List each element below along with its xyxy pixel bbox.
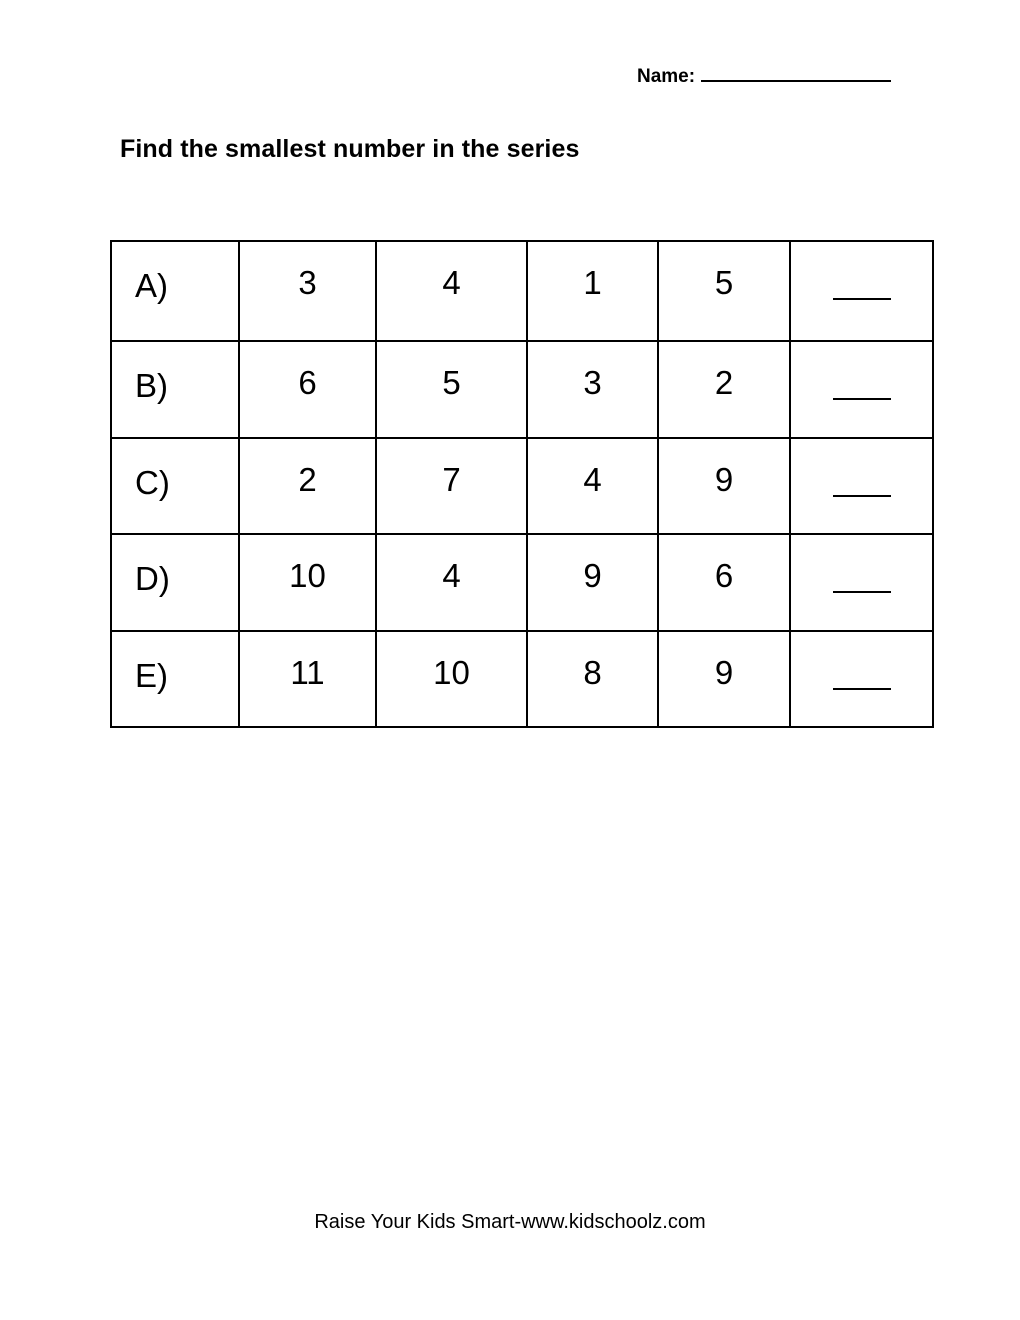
number-cell: 4 <box>527 438 658 534</box>
number-cell: 9 <box>658 631 790 727</box>
table-row <box>111 438 933 534</box>
number-cell: 8 <box>527 631 658 727</box>
number-cell: 5 <box>376 341 527 438</box>
number-cell: 6 <box>658 534 790 631</box>
worksheet-title: Find the smallest number in the series <box>120 135 580 163</box>
name-label: Name: <box>637 66 696 87</box>
table-row <box>111 341 933 438</box>
row-label: B) <box>111 341 239 438</box>
number-cell: 3 <box>239 241 376 341</box>
number-cell: 4 <box>376 241 527 341</box>
number-cell: 1 <box>527 241 658 341</box>
number-series-table <box>110 240 934 728</box>
row-label: E) <box>111 631 239 727</box>
answer-cell[interactable] <box>790 341 933 438</box>
answer-cell[interactable] <box>790 438 933 534</box>
answer-cell[interactable] <box>790 534 933 631</box>
answer-blank-line[interactable] <box>833 688 891 690</box>
answer-blank-line[interactable] <box>833 591 891 593</box>
row-label: C) <box>111 438 239 534</box>
number-cell: 6 <box>239 341 376 438</box>
table-row <box>111 534 933 631</box>
row-label: A) <box>111 241 239 341</box>
number-cell: 4 <box>376 534 527 631</box>
table-row <box>111 631 933 727</box>
number-cell: 2 <box>658 341 790 438</box>
footer-credit: Raise Your Kids Smart-www.kidschoolz.com <box>314 1211 706 1233</box>
number-cell: 10 <box>239 534 376 631</box>
number-cell: 2 <box>239 438 376 534</box>
number-cell: 7 <box>376 438 527 534</box>
answer-cell[interactable] <box>790 631 933 727</box>
number-cell: 11 <box>239 631 376 727</box>
name-field <box>637 62 891 88</box>
number-cell: 10 <box>376 631 527 727</box>
table-row <box>111 241 933 341</box>
answer-blank-line[interactable] <box>833 298 891 300</box>
number-cell: 9 <box>527 534 658 631</box>
number-cell: 9 <box>658 438 790 534</box>
answer-blank-line[interactable] <box>833 495 891 497</box>
name-blank-line[interactable] <box>701 62 891 82</box>
row-label: D) <box>111 534 239 631</box>
number-cell: 3 <box>527 341 658 438</box>
number-cell: 5 <box>658 241 790 341</box>
answer-cell[interactable] <box>790 241 933 341</box>
answer-blank-line[interactable] <box>833 398 891 400</box>
